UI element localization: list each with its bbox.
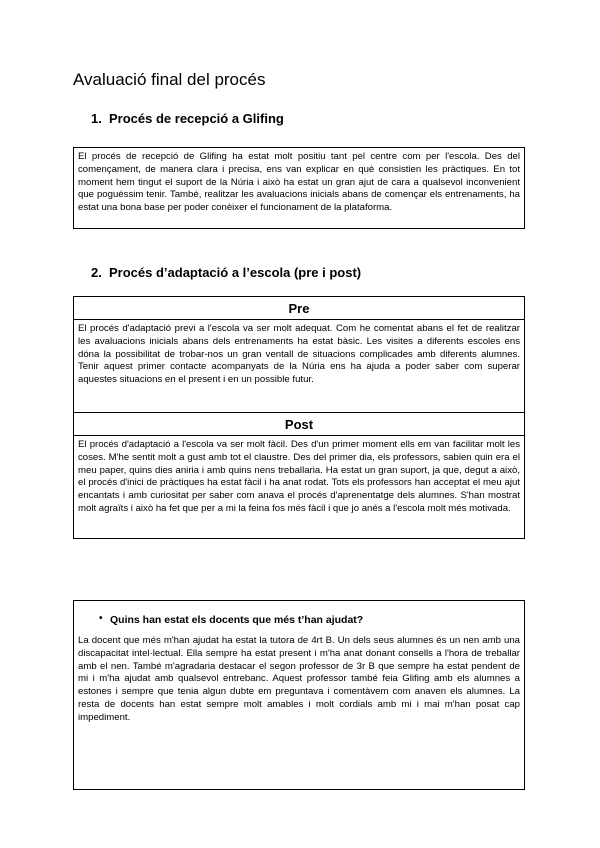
document-title: Avaluació final del procés <box>73 70 266 89</box>
post-header: Post <box>74 412 524 436</box>
section2-number: 2. <box>91 265 102 280</box>
teachers-question <box>74 601 524 626</box>
section1-title: Procés de recepció a Glifing <box>109 111 284 126</box>
teachers-text: La docent que més m'han ajudat ha estat la tutora de 4rt B. Un dels seus alumnes és un nen amb una discapacitat intel·lectual. Ella sempre ha estat present i m'ha anat donant consells a l'hora de treballar amb el nen. També m'agradaria destacar el segon professor de 3r B que sempre ha estat pendent de mi i m'ha ajudat amb qualsevol entrebanc. Aquest professor també feia Glifing amb els alumnes a estones i sempre que tenia algun dubte em preguntava i comentàvem com anaven els alumnes. La resta de docents han estat sempre molt amables i molt cordials amb mi i mai m'han posat cap impediment. <box>78 635 520 723</box>
section2-title: Procés d’adaptació a l’escola (pre i post) <box>109 265 362 280</box>
section1-number: 1. <box>91 111 102 126</box>
reception-text: El procés de recepció de Glifing ha estat molt positiu tant pel centre com per l'escola. Des del començament, de manera clara i precisa, ens van explicar en què consistien les pràctiques. En tot moment hem tingut el suport de la Núria i això ha estat un gran ajut de cara a qualsevol inconvenient que poguéssim tenir. També, realitzar les avaluacions inicials abans de començar els entrenaments, ha estat una bona base per poder conèixer el funcionament de la plataforma. <box>78 151 520 214</box>
teachers-question-text: Quins han estat els docents que més t’han ajudat? <box>110 614 364 626</box>
adaptation-table <box>73 296 525 539</box>
pre-text: El procés d'adaptació previ a l'escola va ser molt adequat. Com he comentat abans el fet de realitzar les avaluacions inicials abans dels entrenaments ha estat bàsic. Les visites a diferents escoles ens dóna la possibilitat de trobar-nos un gran ventall de situacions complicades amb diferents alumnes. Tenir aquest primer contacte acompanyats de la Núria ens ha ajuda a poder saber com superar aquestes situacions en el present i en un possible futur. <box>78 323 520 386</box>
pre-header: Pre <box>74 297 524 320</box>
section1-heading <box>91 111 284 126</box>
reception-box <box>73 147 525 229</box>
teachers-box <box>73 600 525 790</box>
bullet-icon: • <box>99 613 103 624</box>
section2-heading <box>91 265 361 280</box>
post-text: El procés d'adaptació a l'escola va ser molt fàcil. Des d'un primer moment ells em van facilitar molt les coses. M'he sentit molt a gust amb tot el claustre. Des del primer dia, els professors, sabien quin era el meu paper, quins dies aniria i amb quins nens treballaria. Ha estat un gran suport, ja que, degut a això, el procés d'inici de pràctiques ha estat fàcil i ha anat rodat. Tots els professors han acceptat el meu ajut encantats i amb curiositat per saber com anava el procés d'aprenentatge dels alumnes. S'han mostrat molt agraïts i això ha fet que per a mi la feina fos més fàcil i que jo anés a l'escola molt més motivada. <box>78 439 520 514</box>
